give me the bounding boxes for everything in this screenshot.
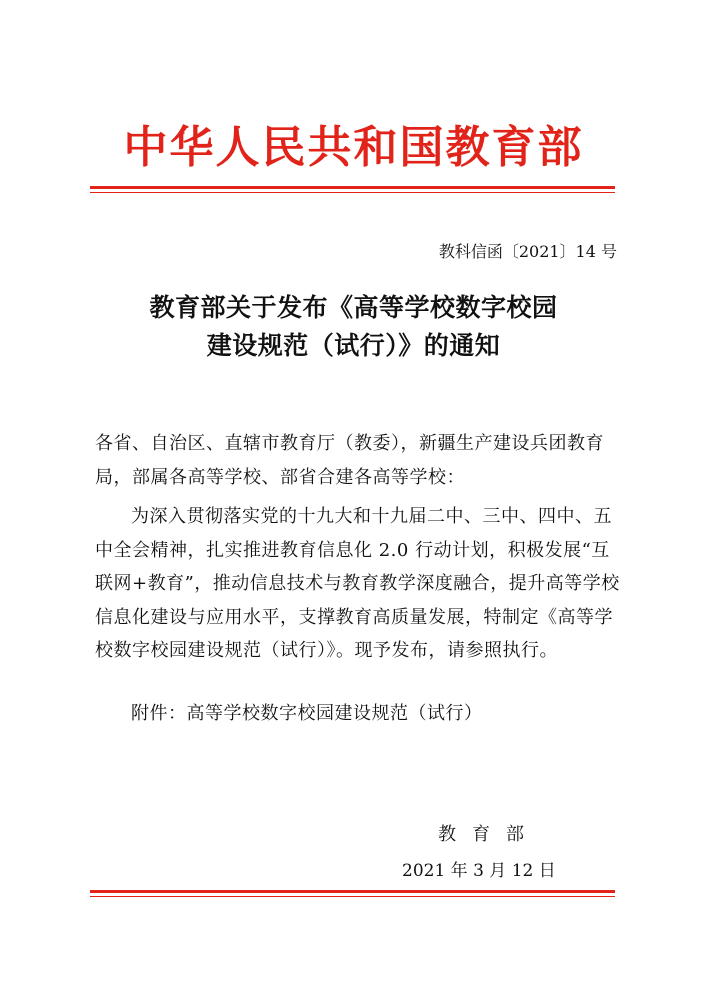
signature-organization: 教育部 [438,824,540,845]
body-paragraph [95,500,620,668]
attachment-line: 附件：高等学校数字校园建设规范（试行） [131,703,483,724]
issuing-authority-title: 中华人民共和国教育部 [123,122,584,173]
body-line-3: 联网+教育”，推动信息技术与教育教学深度融合，提升高等学校 [95,573,620,595]
document-number: 教科信函〔2021〕14 号 [438,242,617,261]
footer-rule-thick [90,890,615,893]
attachment-note [95,697,615,731]
body-line-1: 为深入贯彻落实党的十九大和十九届二中、三中、四中、五 [131,506,612,527]
header-rule-thin [90,192,615,193]
addressees-line-1: 各省、自治区、直辖市教育厅（教委），新疆生产建设兵团教育 [95,433,604,454]
addressees [95,427,615,494]
signature-date: 2021 年 3 月 12 日 [402,861,556,881]
footer-rule-thin [90,896,615,897]
body-line-5: 校数字校园建设规范（试行）》。现予发布，请参照执行。 [95,640,558,662]
body-line-4: 信息化建设与应用水平，支撑教育高质量发展，特制定《高等学 [95,606,613,628]
notice-title-line-1: 教育部关于发布《高等学校数字校园 [149,293,558,322]
header-rule-thick [90,186,615,189]
body-line-2: 中全会精神，扎实推进教育信息化 2.0 行动计划，积极发展“互 [95,539,610,561]
notice-title-line-2: 建设规范（试行）》的通知 [206,331,501,360]
addressees-line-2: 局，部属各高等学校、部省合建各高等学校： [95,466,465,488]
